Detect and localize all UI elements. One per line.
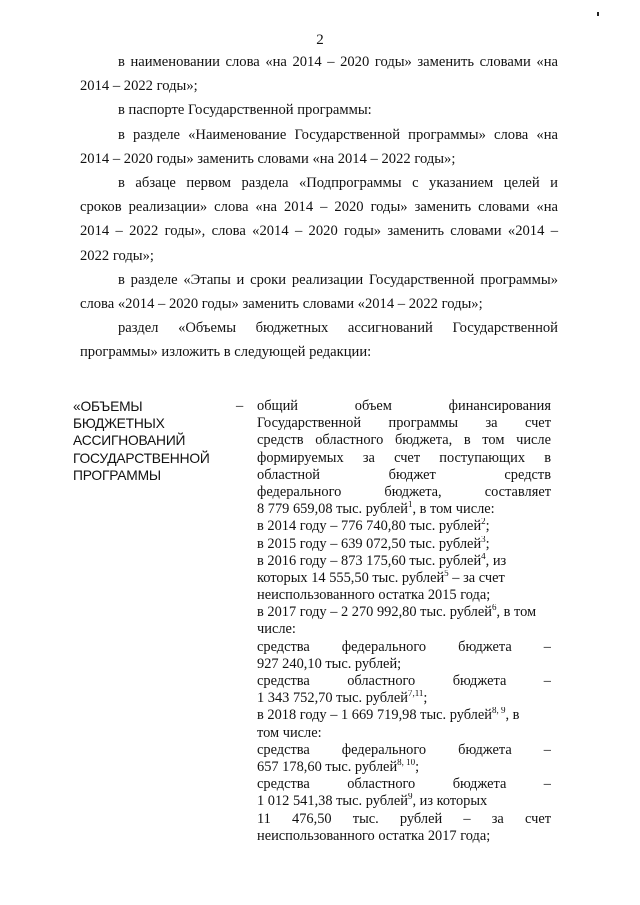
line-text: неиспользованного остатка 2015 года; [257,587,491,604]
table-right-line [257,742,551,759]
line-text: средств областного бюджета, в том числе [257,432,551,449]
line-text-after: ; [415,758,420,775]
footnote-marker: 6 [491,604,497,613]
table-right-line [257,398,551,415]
line-text: Государственной программы за счет [257,415,551,432]
scan-speck [597,12,599,16]
line-text-after: ; [485,535,490,552]
line-text: средства областного бюджета – [257,673,551,689]
paragraph-line: в наименовании слова «на 2014 – 2020 годы» заменить словами «на [118,54,558,70]
line-text-after: , в [505,707,520,724]
line-text: формируемых за счет поступающих в [257,449,551,466]
paragraph-line: 2014 – 2022 годы», слова «2014 – 2020 годы» заменить словами «2014 – [80,223,558,240]
paragraph-line: программы» изложить в следующей редакции: [80,344,372,361]
line-text-after: , из [485,552,507,569]
line-text: федерального бюджета, составляет [257,483,551,500]
table-right-line [257,553,551,570]
table-right-line [257,484,551,501]
line-text: 657 178,60 тыс. рублей [257,758,398,775]
line-text: в 2016 году – 873 175,60 тыс. рублей [257,552,482,569]
table-right-line [257,690,551,707]
footnote-marker: 9 [407,793,413,802]
line-text-after: ; [423,690,428,707]
table-left-line: ГОСУДАРСТВЕННОЙ [73,450,210,466]
paragraph-line: раздел «Объемы бюджетных ассигнований Государственной [118,320,558,337]
table-left-line: ПРОГРАММЫ [73,467,161,483]
line-text: в 2014 году – 776 740,80 тыс. рублей [257,518,482,535]
table-right-line [257,518,551,535]
table-right-line [257,621,551,638]
line-text: средства областного бюджета – [257,776,551,793]
footnote-marker: 1 [407,501,413,510]
line-text-after: , в том [496,604,537,621]
table-right-line [257,639,551,656]
paragraph-line: 2014 – 2022 годы»; [80,78,198,95]
line-text: средства федерального бюджета – [257,638,551,655]
table-left-line: АССИГНОВАНИЙ [73,433,186,449]
paragraph-line: в абзаце первом раздела «Подпрограммы с указанием целей и [118,175,558,192]
paragraph-line: сроков реализации» слова «на 2014 – 2020 годы» заменить словами «на [80,199,558,216]
line-text-after: , в том числе: [412,501,495,518]
footnote-marker: 5 [444,569,449,579]
table-right-line [257,793,551,810]
footnote-marker: 2 [481,518,486,527]
line-text: которых 14 555,50 тыс. рублей [257,569,445,586]
line-text-after: ; [485,518,490,535]
table-right-line [257,811,551,828]
line-text: средства федерального бюджета – [257,741,551,758]
table-right-line [257,536,551,553]
page-number: 2 [316,32,324,48]
line-text: в 2018 году – 1 669 719,98 тыс. рублей [257,707,492,724]
line-text: неиспользованного остатка 2017 года; [257,827,491,844]
document-body [80,50,558,365]
table-right-column [257,398,551,845]
table-right-line [257,587,551,604]
paragraph-line: 2014 – 2020 годы» заменить словами «на 2014 – 2022 годы»; [80,150,456,167]
table-right-line [257,415,551,432]
line-text: общий объем финансирования [257,398,551,414]
paragraph-line: в разделе «Этапы и сроки реализации Государственной программы» [118,271,558,288]
table-right-line [257,501,551,518]
line-text-after: – за счет [448,569,505,586]
paragraph-line: слова «2014 – 2020 годы» заменить словами «2014 – 2022 годы»; [80,296,483,313]
line-text-after: , из которых [412,793,488,810]
paragraph-line: 2022 годы»; [80,247,154,264]
line-text: 1 343 752,70 тыс. рублей [257,690,408,707]
table-left-line: БЮДЖЕТНЫХ [73,416,165,432]
table-right-line [257,450,551,467]
line-text: 11 476,50 тыс. рублей – за счет [257,810,551,827]
line-text: 8 779 659,08 тыс. рублей [257,501,408,518]
table-right-line [257,570,551,587]
table-right-line [257,656,551,673]
table-right-line [257,759,551,776]
paragraph-line: в паспорте Государственной программы: [118,102,372,119]
table-right-line [257,432,551,449]
table-right-line [257,828,551,845]
table-dash: – [236,398,244,414]
table-right-line [257,707,551,724]
line-text: в 2015 году – 639 072,50 тыс. рублей [257,535,482,552]
table-right-line [257,725,551,742]
table-right-line [257,776,551,793]
footnote-marker: 8, 9 [491,707,506,716]
table-right-line [257,467,551,484]
line-text: в 2017 году – 2 270 992,80 тыс. рублей [257,604,492,621]
footnote-marker: 8, 10 [397,758,416,768]
table-left-column [73,398,245,484]
footnote-marker: 4 [481,552,486,561]
line-text: том числе: [257,724,322,741]
line-text: 1 012 541,38 тыс. рублей [257,793,408,810]
table-right-line [257,604,551,621]
table-right-line [257,673,551,690]
footnote-marker: 3 [481,535,486,544]
line-text: областной бюджет средств [257,466,551,483]
footnote-marker: 7,11 [407,690,424,699]
line-text: числе: [257,621,296,638]
table-left-line: «ОБЪЕМЫ [73,399,143,414]
line-text: 927 240,10 тыс. рублей; [257,655,402,672]
paragraph-line: в разделе «Наименование Государственной программы» слова «на [118,126,558,143]
